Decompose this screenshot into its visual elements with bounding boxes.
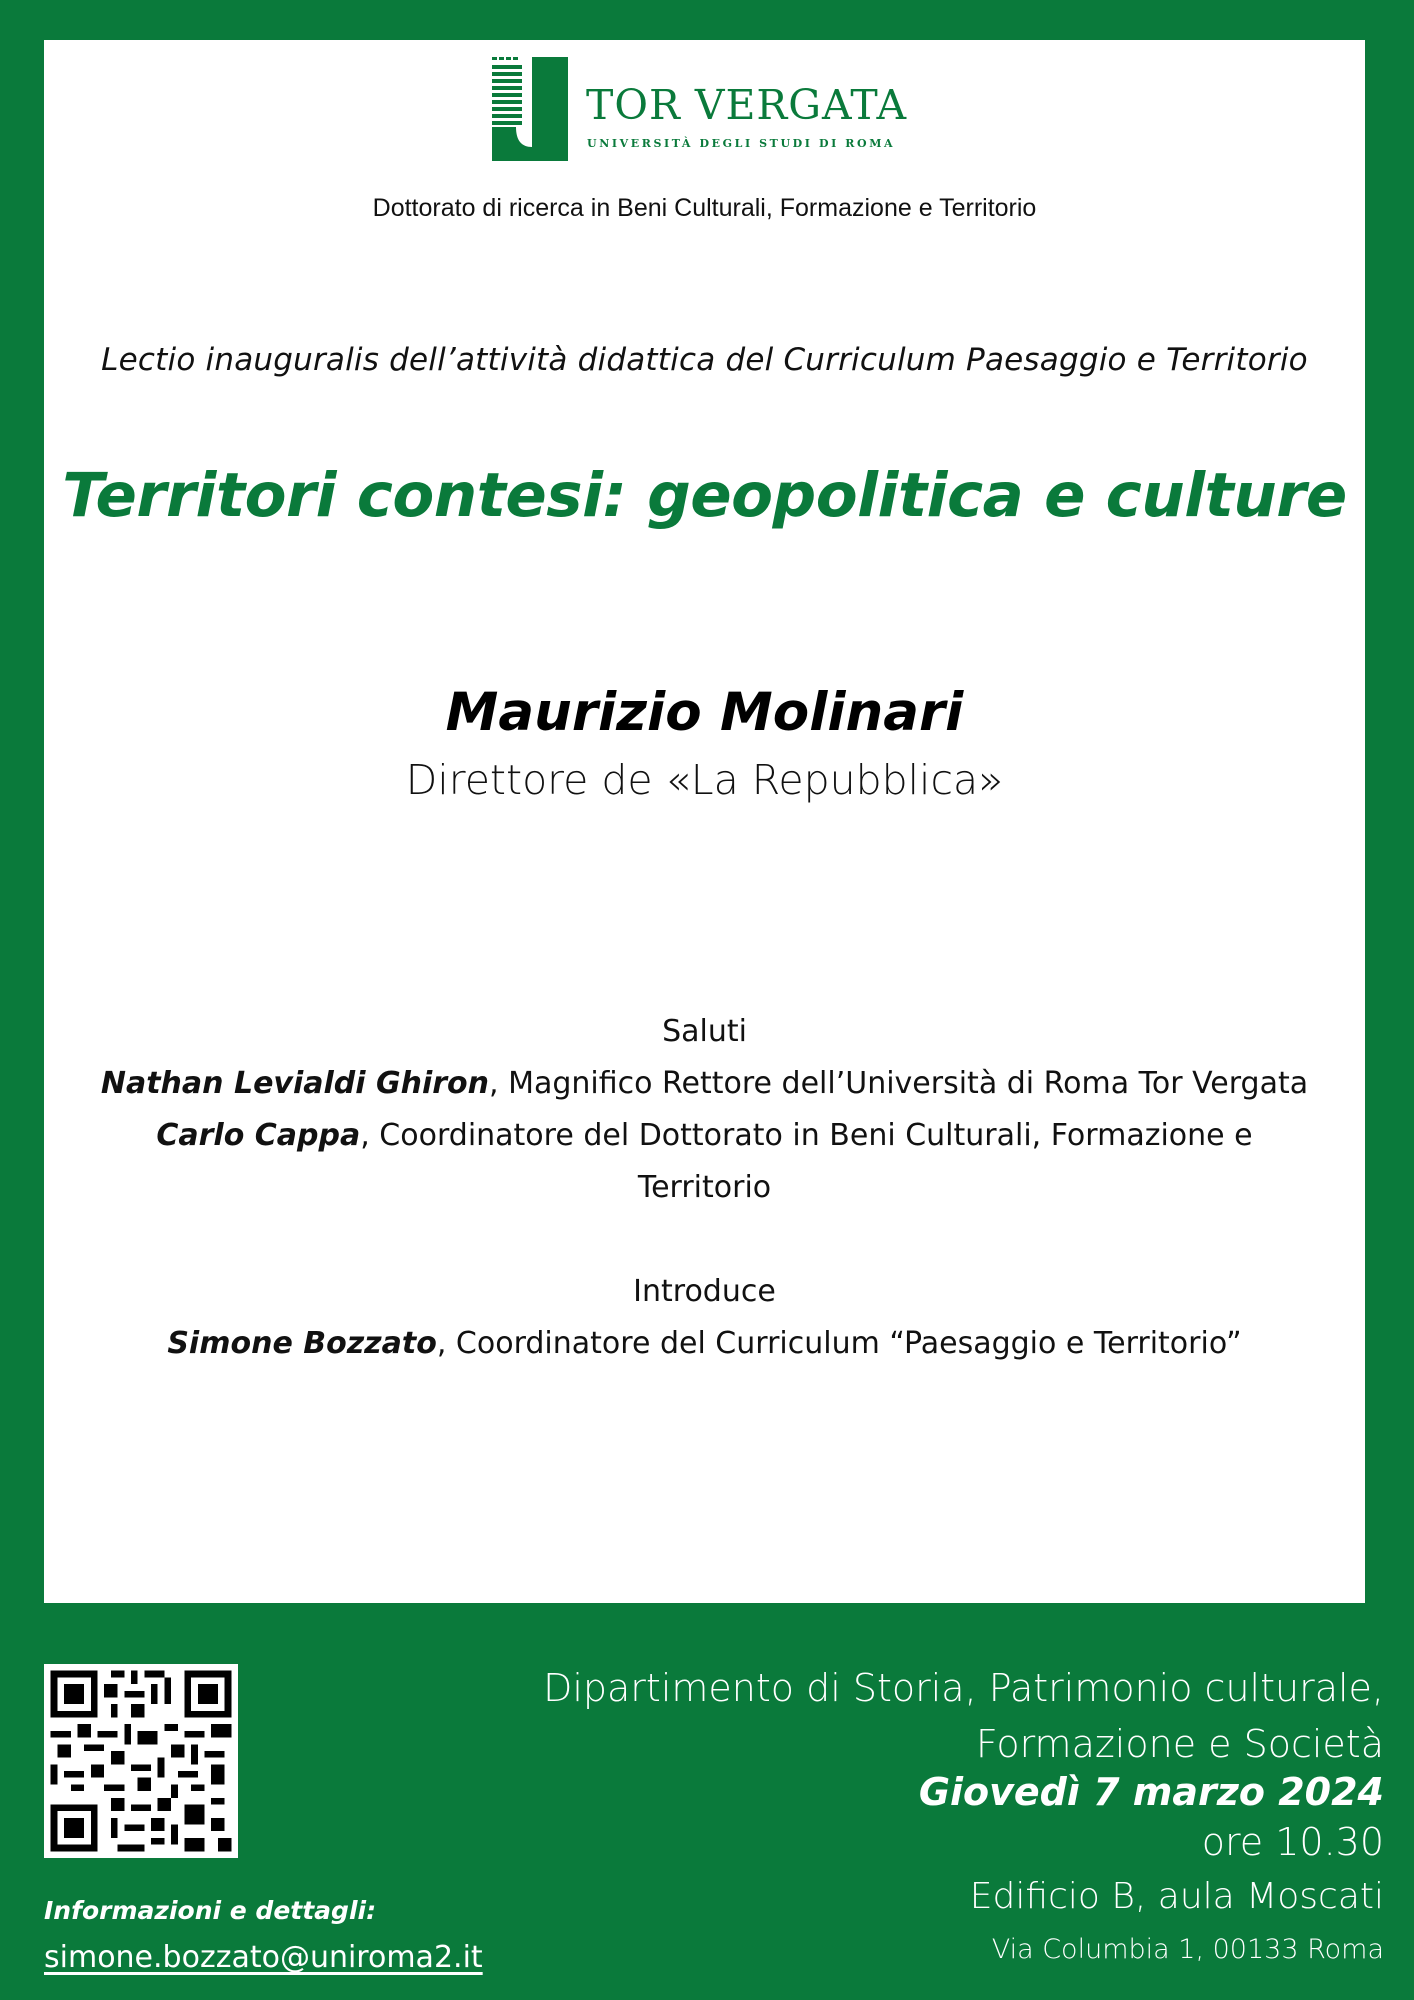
logo-subtitle: UNIVERSITÀ DEGLI STUDI DI ROMA	[587, 137, 896, 150]
introduce-name: Simone Bozzato	[167, 1326, 437, 1361]
event-place: Edificio B, aula Moscati	[969, 1876, 1384, 1917]
speaker-role: Direttore de «La Repubblica»	[405, 756, 1004, 804]
introduce-item	[44, 1318, 1365, 1370]
speaker-name: Maurizio Molinari	[445, 682, 964, 743]
tor-vergata-logo	[492, 57, 952, 167]
saluti-item	[44, 1110, 1365, 1162]
introduce-section	[44, 1266, 1365, 1370]
event-title: Territori contesi: geopolitica e culture	[62, 460, 1347, 531]
logo-name: TOR VERGATA	[586, 81, 908, 129]
event-address: Via Columbia 1, 00133 Roma	[991, 1934, 1384, 1965]
introduce-heading: Introduce	[633, 1274, 776, 1309]
saluti-item-role: , Coordinatore del Dottorato in Beni Culturali, Formazione e	[360, 1118, 1253, 1153]
tor-vergata-logo-icon	[492, 57, 568, 161]
saluti-item-role: , Magnifico Rettore dell’Università di Roma Tor Vergata	[489, 1066, 1309, 1101]
saluti-heading: Saluti	[662, 1014, 747, 1049]
saluti-continuation: Territorio	[637, 1170, 772, 1205]
saluti-item	[44, 1058, 1365, 1110]
department-line: Dipartimento di Storia, Patrimonio culturale,	[543, 1666, 1384, 1710]
saluti-section	[44, 1006, 1365, 1214]
contact-email-link[interactable]: simone.bozzato@uniroma2.it	[44, 1940, 483, 1975]
department-line: Formazione e Società	[975, 1722, 1384, 1766]
saluti-item-name: Nathan Levialdi Ghiron	[100, 1066, 490, 1101]
program-name: Dottorato di ricerca in Beni Culturali, Formazione e Territorio	[372, 194, 1037, 222]
event-date: Giovedì 7 marzo 2024	[918, 1770, 1384, 1814]
qr-code-icon[interactable]	[44, 1664, 238, 1858]
info-label: Informazioni e dettagli:	[44, 1896, 377, 1925]
lectio-subtitle: Lectio inauguralis dell’attività didattica del Curriculum Paesaggio e Territorio	[101, 342, 1308, 378]
department	[543, 1660, 1384, 1772]
event-time: ore 10.30	[1201, 1820, 1384, 1864]
poster-panel	[44, 40, 1365, 1603]
introduce-role: , Coordinatore del Curriculum “Paesaggio e Territorio”	[436, 1326, 1242, 1361]
saluti-item-name: Carlo Cappa	[156, 1118, 361, 1153]
